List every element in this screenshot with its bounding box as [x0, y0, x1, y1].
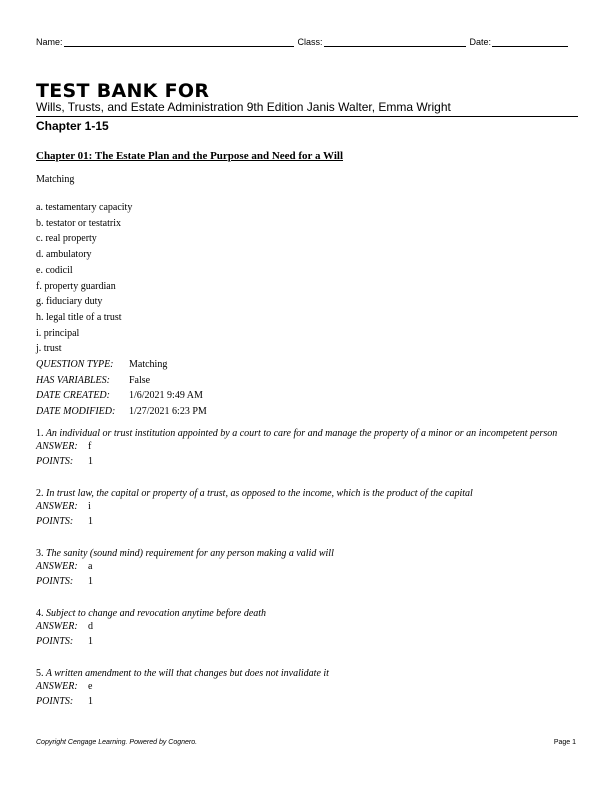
meta-row — [36, 404, 576, 420]
question-metadata — [36, 357, 576, 419]
test-bank-title: TEST BANK FOR — [36, 80, 210, 102]
question-number: 2. — [36, 488, 44, 500]
meta-row — [36, 373, 576, 389]
option-item: i. principal — [36, 327, 80, 339]
question-prompt: In trust law, the capital or property of a trust, as opposed to the income, which is the product of the capital — [46, 488, 473, 500]
points-label: POINTS: — [36, 515, 74, 527]
answer-label: ANSWER: — [36, 441, 78, 453]
points-value: 1 — [88, 455, 93, 467]
answer-row — [36, 560, 576, 575]
option-item: b. testator or testatrix — [36, 217, 121, 229]
answer-row — [36, 500, 576, 515]
answer-value: i — [88, 501, 91, 513]
answer-value: e — [88, 681, 93, 693]
answer-label: ANSWER: — [36, 681, 78, 693]
question-prompt: A written amendment to the will that changes but does not invalidate it — [45, 668, 329, 680]
answer-row — [36, 620, 576, 635]
footer-copyright: Copyright Cengage Learning. Powered by Cognero. — [36, 739, 198, 746]
question-number: 5. — [36, 668, 44, 680]
question-prompt: Subject to change and revocation anytime before death — [46, 608, 267, 620]
points-label: POINTS: — [36, 695, 74, 707]
option-item: j. trust — [36, 343, 62, 355]
points-row — [36, 455, 576, 470]
points-value: 1 — [88, 635, 93, 647]
date-label: Date: — [469, 37, 492, 47]
question-text — [36, 667, 576, 680]
question-text — [36, 547, 576, 560]
answer-label: ANSWER: — [36, 561, 78, 573]
class-label: Class: — [297, 37, 323, 47]
option-item: d. ambulatory — [36, 249, 92, 261]
meta-row — [36, 388, 576, 404]
header-fields — [36, 36, 576, 47]
meta-key: DATE CREATED: — [36, 390, 110, 402]
question-text — [36, 427, 576, 440]
document-body — [36, 150, 576, 709]
meta-value: 1/27/2021 6:23 PM — [129, 405, 207, 417]
points-row — [36, 515, 576, 530]
question-number: 1. — [36, 428, 44, 440]
meta-key: HAS VARIABLES: — [36, 374, 110, 386]
option-item: h. legal title of a trust — [36, 311, 122, 323]
meta-key: QUESTION TYPE: — [36, 359, 114, 371]
answer-label: ANSWER: — [36, 501, 78, 513]
section-type: Matching — [36, 174, 75, 185]
meta-row — [36, 357, 576, 373]
option-item: g. fiduciary duty — [36, 296, 103, 308]
question-item — [36, 487, 576, 529]
points-value: 1 — [88, 515, 93, 527]
option-item: f. property guardian — [36, 280, 116, 292]
question-text — [36, 487, 576, 500]
meta-value: False — [129, 374, 151, 386]
answer-row — [36, 680, 576, 695]
question-number: 3. — [36, 548, 44, 560]
meta-value: 1/6/2021 9:49 AM — [129, 390, 203, 402]
footer-page-number: Page 1 — [553, 739, 576, 746]
points-value: 1 — [88, 695, 93, 707]
points-value: 1 — [88, 575, 93, 587]
date-blank — [492, 36, 568, 47]
question-item — [36, 607, 576, 649]
book-subtitle: Wills, Trusts, and Estate Administration 9th Edition Janis Walter, Emma Wright — [36, 100, 451, 114]
question-number: 4. — [36, 608, 44, 620]
meta-key: DATE MODIFIED: — [36, 405, 116, 417]
title-divider — [36, 116, 578, 117]
class-blank — [324, 36, 466, 47]
question-item — [36, 667, 576, 709]
answer-value: f — [88, 441, 92, 453]
matching-options — [36, 200, 576, 357]
answer-value: d — [88, 621, 93, 633]
option-item: e. codicil — [36, 264, 73, 276]
option-item: a. testamentary capacity — [36, 202, 133, 213]
points-row — [36, 575, 576, 590]
question-prompt: An individual or trust institution appointed by a court to care for and manage the property of a minor or an incompetent person — [45, 428, 558, 440]
answer-value: a — [88, 561, 93, 573]
answer-row — [36, 440, 576, 455]
question-item — [36, 427, 576, 469]
points-row — [36, 695, 576, 710]
points-label: POINTS: — [36, 455, 74, 467]
question-text — [36, 607, 576, 620]
points-label: POINTS: — [36, 575, 74, 587]
option-item: c. real property — [36, 233, 97, 245]
question-prompt: The sanity (sound mind) requirement for any person making a valid will — [46, 548, 334, 560]
points-label: POINTS: — [36, 635, 74, 647]
meta-value: Matching — [129, 359, 168, 371]
name-blank — [64, 36, 294, 47]
points-row — [36, 635, 576, 650]
answer-label: ANSWER: — [36, 621, 78, 633]
chapter-range: Chapter 1-15 — [36, 119, 109, 133]
chapter-heading: Chapter 01: The Estate Plan and the Purpose and Need for a Will — [36, 150, 344, 162]
question-item — [36, 547, 576, 589]
name-label: Name: — [36, 37, 63, 47]
